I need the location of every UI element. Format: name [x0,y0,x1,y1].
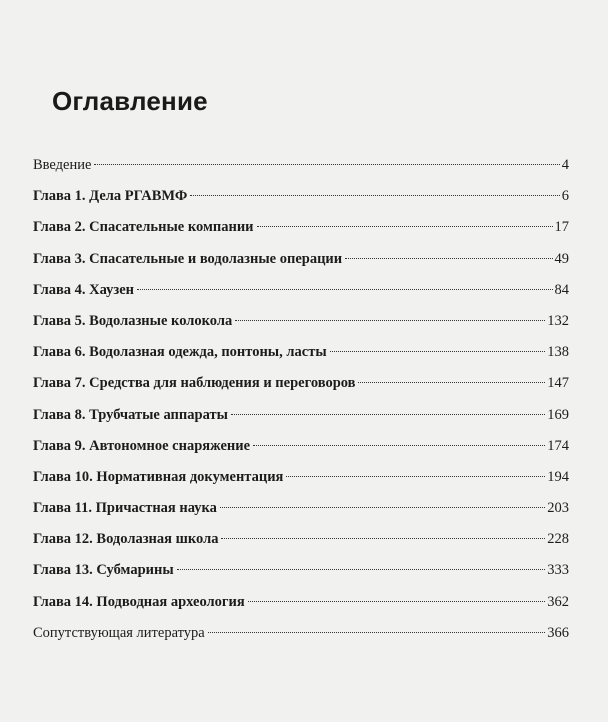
dot-leader [286,476,545,477]
toc-entry-page: 194 [547,468,569,485]
table-of-contents [33,150,569,649]
toc-entry [33,368,569,399]
toc-entry [33,275,569,306]
toc-entry [33,618,569,649]
dot-leader [94,164,559,165]
toc-entry-label: Глава 8. Трубчатые аппараты [33,406,228,423]
toc-entry-label: Глава 4. Хаузен [33,281,135,298]
toc-entry [33,555,569,586]
toc-entry-page: 17 [554,219,569,236]
dot-leader [257,226,553,227]
toc-entry-label: Глава 11. Причастная наука [33,500,217,517]
toc-entry [33,462,569,493]
page-title: Оглавление [52,86,208,116]
toc-entry-page: 147 [547,375,569,392]
toc-entry-label: Глава 1. Дела РГАВМФ [33,188,188,205]
toc-entry-page: 362 [547,593,569,610]
toc-entry-page: 366 [547,624,569,641]
dot-leader [358,382,545,383]
toc-entry-page: 49 [554,250,569,267]
toc-entry [33,524,569,555]
dot-leader [253,445,545,446]
toc-entry-page: 169 [547,406,569,423]
toc-entry-label: Глава 2. Спасательные компании [33,219,254,236]
toc-entry-label: Глава 3. Спасательные и водолазные операции [33,250,343,267]
toc-entry-label: Введение [33,157,92,173]
toc-entry-page: 84 [554,281,569,298]
toc-entry [33,212,569,243]
toc-entry-label: Глава 7. Средства для наблюдения и переговоров [33,375,356,392]
dot-leader [220,507,545,508]
toc-entry-page: 6 [561,188,569,205]
dot-leader [235,320,545,321]
toc-entry-page: 333 [547,562,569,579]
toc-entry-page: 138 [547,344,569,361]
toc-entry-label: Глава 12. Водолазная школа [33,531,219,548]
dot-leader [208,632,546,633]
toc-entry [33,431,569,462]
dot-leader [345,258,552,259]
dot-leader [190,195,559,196]
toc-entry-label: Глава 5. Водолазные колокола [33,312,233,329]
dot-leader [177,569,546,570]
dot-leader [248,601,546,602]
toc-entry [33,337,569,368]
dot-leader [231,414,545,415]
toc-entry-page: 203 [547,500,569,517]
toc-entry [33,400,569,431]
dot-leader [221,538,545,539]
toc-entry [33,306,569,337]
toc-entry [33,493,569,524]
toc-entry-page: 4 [561,157,569,173]
toc-entry-page: 132 [547,312,569,329]
toc-entry [33,181,569,212]
toc-entry [33,587,569,618]
toc-entry-label: Глава 10. Нормативная документация [33,468,284,485]
dot-leader [137,289,552,290]
toc-entry [33,150,569,181]
toc-entry-label: Глава 14. Подводная археология [33,593,245,610]
toc-entry-label: Глава 13. Субмарины [33,562,174,579]
toc-entry-page: 228 [547,531,569,548]
toc-entry-label: Глава 6. Водолазная одежда, понтоны, ласты [33,344,327,361]
dot-leader [330,351,546,352]
toc-entry [33,244,569,275]
toc-entry-label: Сопутствующая литература [33,624,205,641]
toc-entry-page: 174 [547,437,569,454]
toc-entry-label: Глава 9. Автономное снаряжение [33,437,251,454]
